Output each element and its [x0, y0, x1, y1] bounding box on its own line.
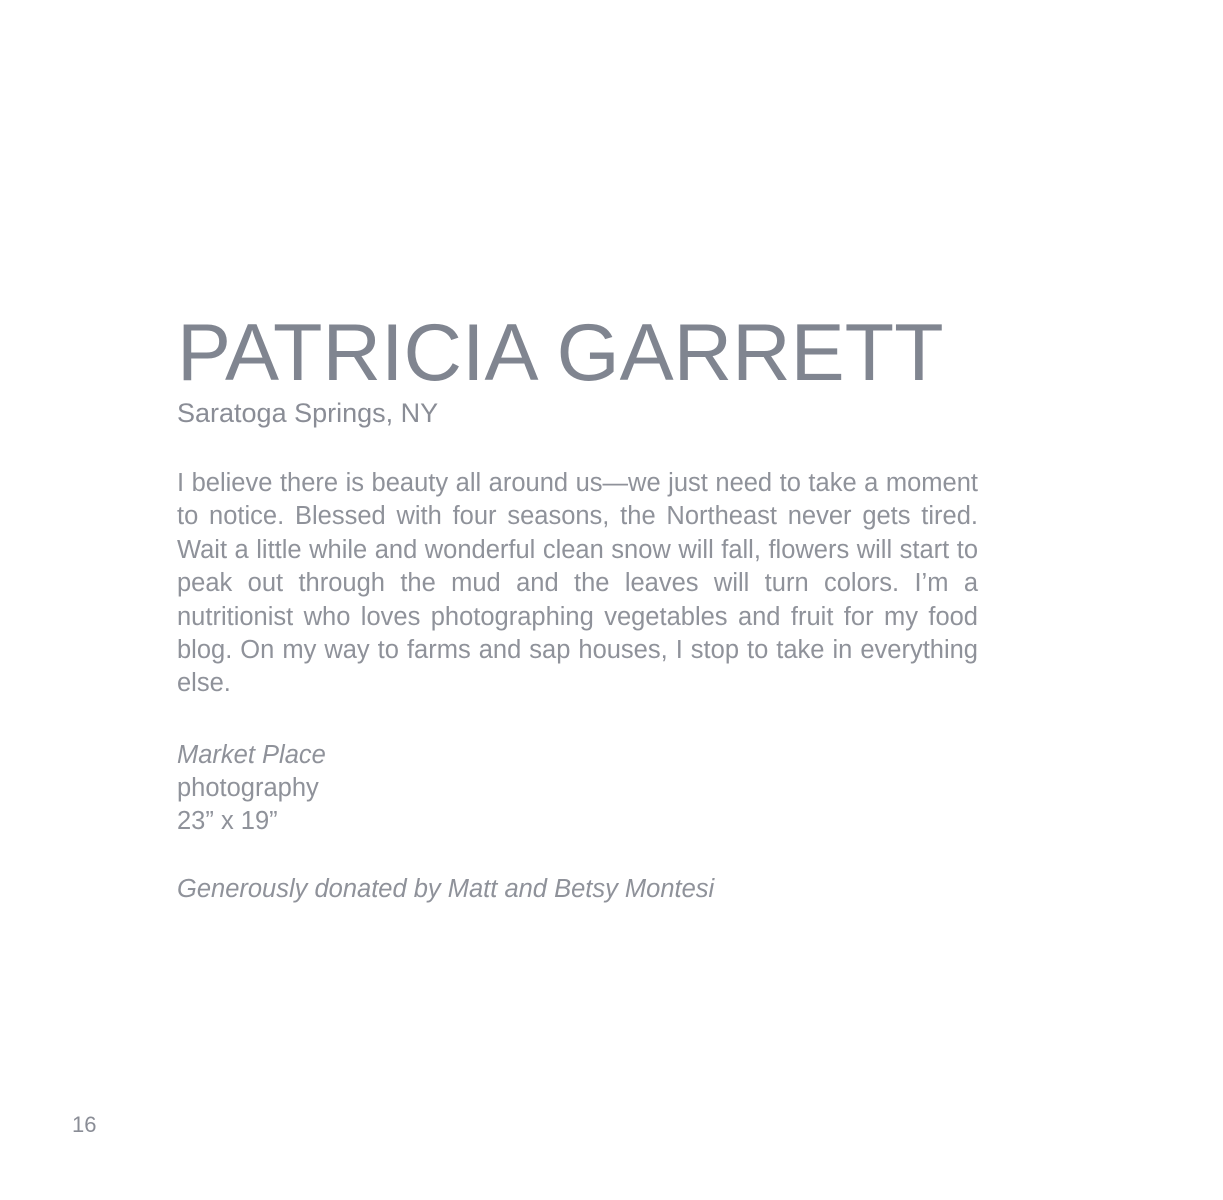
- artist-statement: I believe there is beauty all around us—we just need to take a moment to notice. Blessed with four seasons, the Northeast never gets tired. Wait a little while and wonderful clean snow will fall, flowers will start to peak out through the mud and the leaves will turn colors. I’m a nutritionist who loves photographing vegetables and fruit for my food blog. On my way to farms and sap houses, I stop to take in everything else.: [177, 469, 978, 698]
- artwork-title: Market Place: [177, 740, 326, 769]
- artwork-medium: photography: [177, 773, 319, 802]
- artist-entry: [177, 308, 978, 906]
- artwork-details: [177, 739, 978, 838]
- artwork-dimensions: 23” x 19”: [177, 806, 278, 835]
- artist-location: Saratoga Springs, NY: [177, 398, 439, 428]
- artist-name: PATRICIA GARRETT: [177, 308, 944, 398]
- page-number: 16: [72, 1112, 97, 1137]
- donation-credit: Generously donated by Matt and Betsy Montesi: [177, 874, 715, 903]
